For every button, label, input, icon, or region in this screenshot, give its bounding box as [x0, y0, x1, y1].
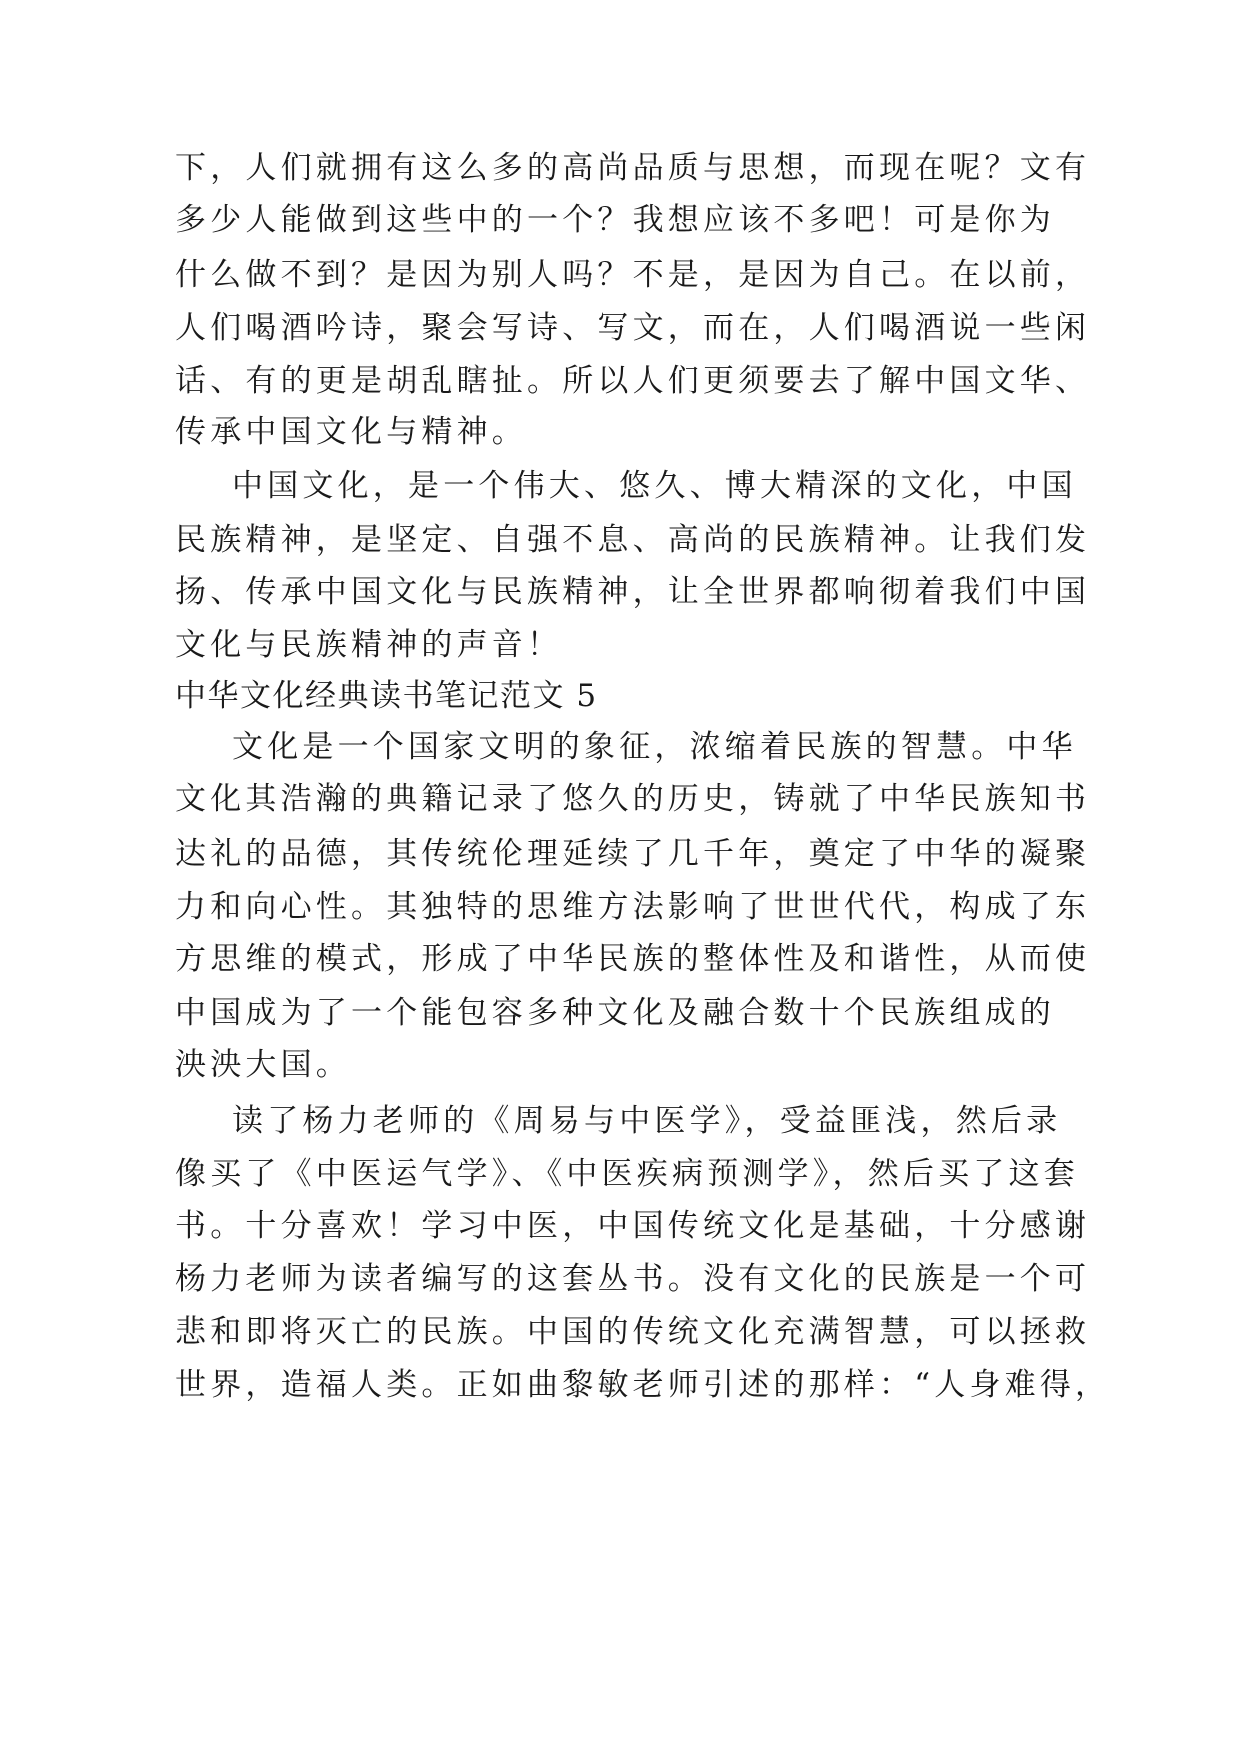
paragraph-line: 达礼的品德，其传统伦理延续了几千年，奠定了中华的凝聚 [175, 836, 1091, 872]
paragraph-line: 悲和即将灭亡的民族。中国的传统文化充满智慧，可以拯救 [175, 1314, 1091, 1350]
paragraph-line: 中国成为了一个能包容多种文化及融合数十个民族组成的 [175, 995, 1055, 1031]
section-heading: 中华文化经典读书笔记范文 5 [175, 678, 598, 714]
paragraph-line: 传承中国文化与精神。 [175, 414, 527, 450]
paragraph-line: 多少人能做到这些中的一个？我想应该不多吧！可是你为 [175, 202, 1055, 238]
paragraph-line: 中国文化，是一个伟大、悠久、博大精深的文化，中国 [232, 468, 1077, 504]
paragraph-line: 民族精神，是坚定、自强不息、高尚的民族精神。让我们发 [175, 522, 1091, 558]
paragraph-line: 文化与民族精神的声音！ [175, 627, 563, 663]
paragraph-line: 世界，造福人类。正如曲黎敏老师引述的那样：“人身难得， [175, 1367, 1111, 1403]
paragraph-line: 文化是一个国家文明的象征，浓缩着民族的智慧。中华 [232, 729, 1077, 765]
paragraph-line: 力和向心性。其独特的思维方法影响了世世代代，构成了东 [175, 889, 1091, 925]
paragraph-line: 人们喝酒吟诗，聚会写诗、写文，而在，人们喝酒说一些闲 [175, 310, 1091, 346]
paragraph-line: 扬、传承中国文化与民族精神，让全世界都响彻着我们中国 [175, 574, 1091, 610]
paragraph-line: 文化其浩瀚的典籍记录了悠久的历史，铸就了中华民族知书 [175, 781, 1091, 817]
paragraph-line: 杨力老师为读者编写的这套丛书。没有文化的民族是一个可 [175, 1261, 1091, 1297]
paragraph-line: 像买了《中医运气学》、《中医疾病预测学》，然后买了这套 [175, 1156, 1079, 1192]
paragraph-line: 泱泱大国。 [175, 1047, 351, 1083]
paragraph-line: 下，人们就拥有这么多的高尚品质与思想，而现在呢？文有 [175, 150, 1091, 186]
paragraph-line: 书。十分喜欢！学习中医，中国传统文化是基础，十分感谢 [175, 1208, 1091, 1244]
paragraph-line: 读了杨力老师的《周易与中医学》，受益匪浅，然后录 [232, 1103, 1062, 1139]
paragraph-line: 话、有的更是胡乱瞎扯。所以人们更须要去了解中国文华、 [175, 363, 1091, 399]
paragraph-line: 方思维的模式，形成了中华民族的整体性及和谐性，从而使 [175, 941, 1091, 977]
paragraph-line: 什么做不到？是因为别人吗？不是，是因为自己。在以前， [175, 257, 1091, 293]
